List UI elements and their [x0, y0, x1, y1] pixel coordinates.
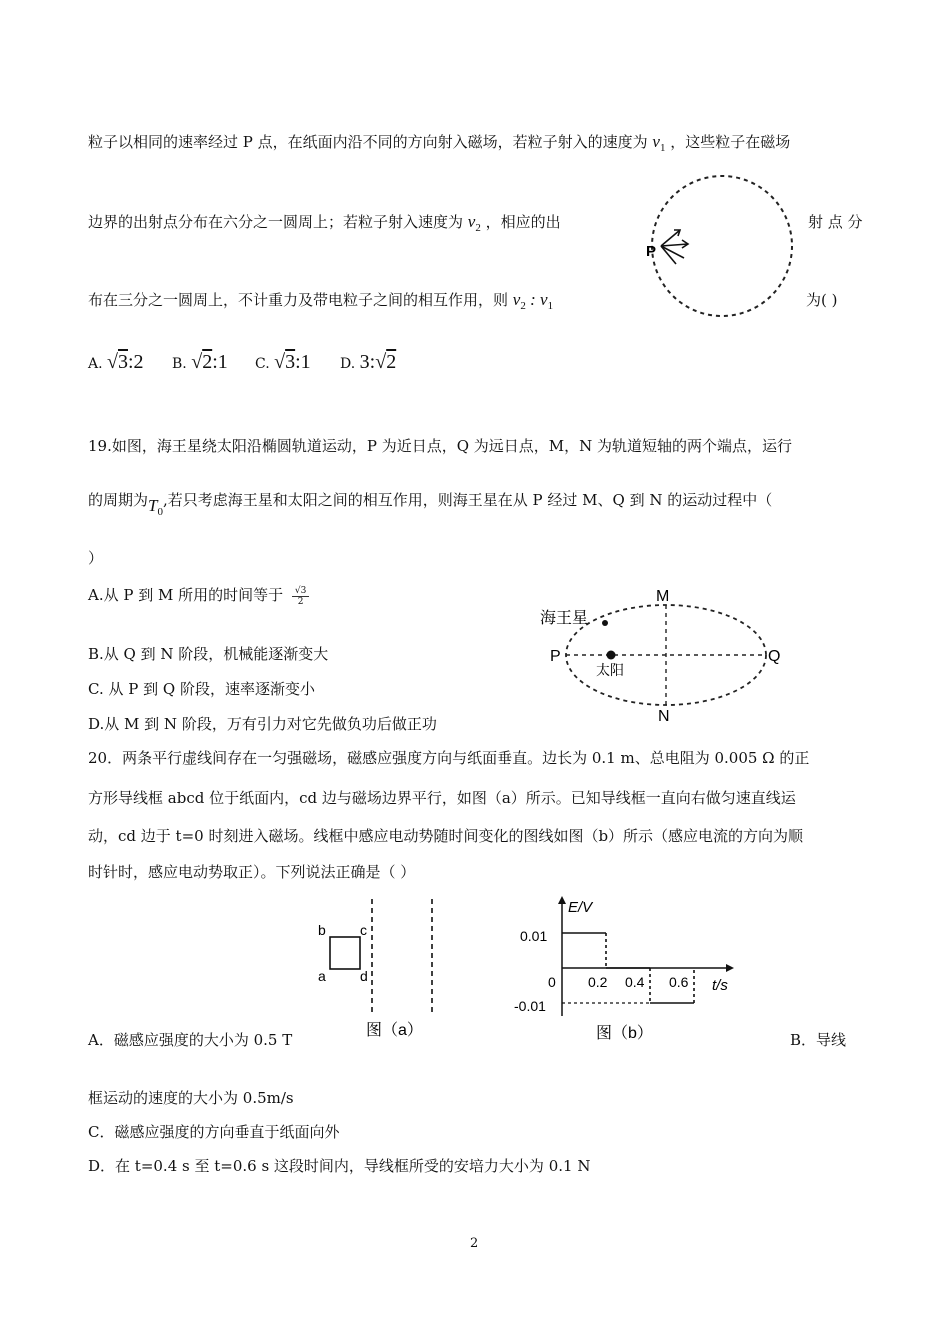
- q19-line1: 19.如图，海王星绕太阳沿椭圆轨道运动，P 为近日点，Q 为远日点，M，N 为轨道短轴的两个端点，运行: [88, 437, 793, 455]
- y-axis-arrow: [558, 896, 566, 904]
- x-tick-0-2: 0.2: [588, 974, 608, 990]
- x-tick-0-6: 0.6: [669, 974, 689, 990]
- q20-option-c[interactable]: C．磁感应强度的方向垂直于纸面向外: [88, 1123, 340, 1141]
- x-axis-label: t/s: [712, 977, 728, 994]
- q20-option-b-start[interactable]: B．导线: [790, 1031, 847, 1049]
- q18-option-c[interactable]: C. √3:1: [255, 351, 311, 373]
- caption-a: 图（a）: [366, 1022, 423, 1039]
- q20-option-b-cont[interactable]: 框运动的速度的大小为 0.5m/s: [88, 1089, 294, 1107]
- y-tick-neg: -0.01: [514, 998, 546, 1014]
- origin-label: 0: [548, 974, 556, 990]
- label-m: M: [656, 588, 670, 605]
- q19-orbit-figure: [536, 585, 786, 725]
- q20-line4: 时针时，感应电动势取正）。下列说法正确是（ ）: [88, 863, 416, 881]
- period-symbol: $T_0$: [148, 496, 163, 518]
- q20-line1: 20．两条平行虚线间存在一匀强磁场，磁感应强度方向与纸面垂直。边长为 0.1 m、总电阻为 0.005 Ω 的正: [88, 749, 810, 767]
- q19-line3: ）: [88, 549, 104, 567]
- x-axis-arrow: [726, 964, 734, 972]
- label-n: N: [658, 708, 670, 725]
- corner-a: a: [318, 968, 326, 984]
- q19-option-b[interactable]: B.从 Q 到 N 阶段，机械能逐渐变大: [88, 645, 329, 663]
- q20-line2: 方形导线框 abcd 位于纸面内，cd 边与磁场边界平行，如图（a）所示。已知导线框一直向右做匀速直线运: [88, 789, 796, 807]
- velocity-arrows: [661, 230, 688, 264]
- q20-emf-chart: [512, 890, 742, 1046]
- q19-option-c[interactable]: C. 从 P 到 Q 阶段，速率逐渐变小: [88, 680, 315, 698]
- q20-line3: 动，cd 边于 t=0 时刻进入磁场。线框中感应电动势随时间变化的图线如图（b）所示（感应电流的方向为顺: [88, 827, 804, 845]
- neptune-dot: [602, 620, 608, 626]
- q20-option-a[interactable]: A．磁感应强度的大小为 0.5 T: [88, 1031, 293, 1049]
- v1-symbol: $v_1$: [652, 132, 666, 154]
- q18-line3: 布在三分之一圆周上，不计重力及带电粒子之间的相互作用，则 $v_2$ : $v_1$: [88, 290, 554, 312]
- label-p: P: [550, 648, 561, 665]
- label-q: Q: [768, 648, 781, 665]
- page-number: 2: [470, 1236, 479, 1251]
- y-axis-label: E/V: [568, 899, 593, 916]
- corner-b: b: [318, 922, 326, 938]
- q19-line2: 的周期为$T_0$,若只考虑海王星和太阳之间的相互作用，则海王星在从 P 经过 M、Q 到 N 的运动过程中（: [88, 491, 773, 518]
- q19-option-d[interactable]: D.从 M 到 N 阶段，万有引力对它先做负功后做正功: [88, 715, 437, 733]
- point-p-label: P: [646, 243, 657, 260]
- q18-line1: 粒子以相同的速率经过 P 点，在纸面内沿不同的方向射入磁场，若粒子射入的速度为 $v_1$ ，这些粒子在磁场: [88, 132, 791, 154]
- y-tick-pos: 0.01: [520, 928, 548, 944]
- q20-figure-a: [310, 893, 460, 1043]
- sun-label: 太阳: [596, 662, 624, 678]
- wire-loop-abcd: [330, 937, 360, 969]
- v2-symbol: $v_2$: [467, 212, 481, 234]
- magnetic-field-boundary: [652, 176, 792, 316]
- neptune-label: 海王星: [540, 610, 589, 627]
- q18-option-d[interactable]: D. 3:√2: [340, 351, 397, 373]
- q19-option-a[interactable]: A.从 P 到 M 所用的时间等于 $\frac{√3}{2}$: [88, 585, 309, 607]
- q18-line3-end: 为( ): [806, 291, 838, 309]
- ratio-expression: $v_2$ : $v_1$: [512, 290, 554, 312]
- q18-line2: 边界的出射点分布在六分之一圆周上；若粒子射入速度为 $v_2$ ，相应的出: [88, 212, 561, 234]
- fraction: $\frac{√3}{2}$: [292, 586, 309, 607]
- q18-line2-end: 射 点 分: [808, 213, 863, 231]
- sun-dot: [607, 651, 616, 660]
- x-tick-0-4: 0.4: [625, 974, 645, 990]
- q18-option-b[interactable]: B. √2:1: [172, 351, 228, 373]
- caption-b: 图（b）: [596, 1025, 653, 1042]
- corner-d: d: [360, 968, 368, 984]
- q18-circle-figure: [636, 172, 796, 327]
- q18-option-a[interactable]: A. √3:2: [88, 351, 144, 373]
- q20-option-d[interactable]: D．在 t=0.4 s 至 t=0.6 s 这段时间内，导线框所受的安培力大小为 0.1 N: [88, 1157, 591, 1175]
- corner-c: c: [360, 922, 367, 938]
